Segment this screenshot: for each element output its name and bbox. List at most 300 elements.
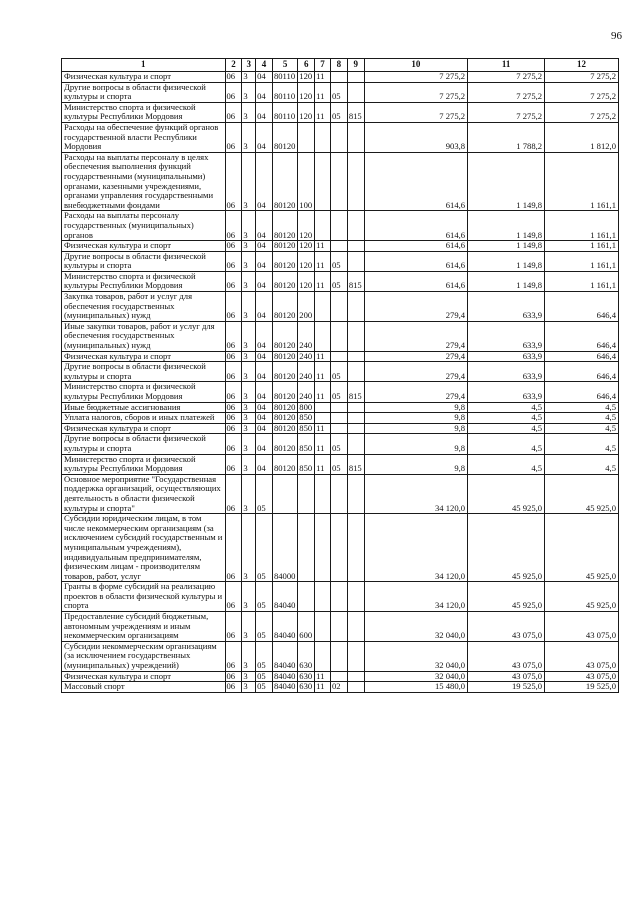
code-cell	[347, 612, 364, 642]
amount-cell: 4,5	[468, 413, 545, 424]
column-header: 5	[272, 59, 297, 72]
amount-cell: 43 075,0	[545, 641, 619, 671]
code-cell	[347, 72, 364, 83]
code-cell: 06	[225, 251, 242, 271]
code-cell: 04	[256, 351, 273, 362]
code-cell: 80110	[272, 72, 297, 83]
row-name: Министерство спорта и физической культуры Республики Мордовия	[62, 382, 226, 402]
amount-cell: 633,9	[468, 382, 545, 402]
code-cell: 06	[225, 102, 242, 122]
table-row	[62, 434, 619, 454]
row-name: Расходы на выплаты персоналу государственных (муниципальных) органов	[62, 211, 226, 241]
code-cell	[330, 474, 347, 513]
column-header: 3	[242, 59, 256, 72]
code-cell: 04	[256, 271, 273, 291]
code-cell: 120	[298, 271, 315, 291]
code-cell: 06	[225, 423, 242, 434]
code-cell: 06	[225, 454, 242, 474]
amount-cell: 43 075,0	[468, 671, 545, 682]
column-header: 1	[62, 59, 226, 72]
table-row	[62, 382, 619, 402]
amount-cell: 7 275,2	[364, 72, 467, 83]
code-cell: 11	[315, 82, 331, 102]
code-cell	[298, 122, 315, 152]
code-cell: 05	[330, 434, 347, 454]
column-header: 7	[315, 59, 331, 72]
table-row	[62, 321, 619, 351]
code-cell	[315, 211, 331, 241]
code-cell	[347, 514, 364, 582]
code-cell	[315, 152, 331, 211]
code-cell: 850	[298, 423, 315, 434]
amount-cell: 279,4	[364, 351, 467, 362]
row-name: Другие вопросы в области физической культуры и спорта	[62, 251, 226, 271]
code-cell: 240	[298, 351, 315, 362]
code-cell: 240	[298, 362, 315, 382]
amount-cell: 7 275,2	[364, 102, 467, 122]
code-cell: 80120	[272, 152, 297, 211]
row-name: Расходы на обеспечение функций органов государственной власти Республики Мордовия	[62, 122, 226, 152]
code-cell: 06	[225, 351, 242, 362]
code-cell	[330, 211, 347, 241]
code-cell: 06	[225, 582, 242, 612]
code-cell: 06	[225, 362, 242, 382]
code-cell: 84000	[272, 514, 297, 582]
code-cell: 3	[242, 682, 256, 693]
column-header: 8	[330, 59, 347, 72]
code-cell	[347, 641, 364, 671]
code-cell: 80120	[272, 413, 297, 424]
row-name: Иные закупки товаров, работ и услуг для обеспечения государственных (муниципальных) нужд	[62, 321, 226, 351]
code-cell	[315, 122, 331, 152]
column-header: 4	[256, 59, 273, 72]
code-cell	[330, 241, 347, 252]
table-row	[62, 423, 619, 434]
code-cell: 05	[330, 251, 347, 271]
code-cell	[330, 292, 347, 322]
code-cell: 3	[242, 671, 256, 682]
amount-cell: 646,4	[545, 292, 619, 322]
code-cell: 06	[225, 641, 242, 671]
amount-cell: 32 040,0	[364, 641, 467, 671]
amount-cell: 7 275,2	[468, 82, 545, 102]
code-cell: 850	[298, 454, 315, 474]
code-cell	[330, 582, 347, 612]
code-cell	[315, 582, 331, 612]
amount-cell: 4,5	[545, 423, 619, 434]
row-name: Физическая культура и спорт	[62, 351, 226, 362]
code-cell: 3	[242, 211, 256, 241]
table-row	[62, 514, 619, 582]
code-cell: 05	[256, 474, 273, 513]
table-row	[62, 362, 619, 382]
code-cell	[330, 423, 347, 434]
code-cell: 06	[225, 612, 242, 642]
amount-cell: 4,5	[468, 454, 545, 474]
amount-cell: 1 149,8	[468, 241, 545, 252]
code-cell: 80120	[272, 402, 297, 413]
amount-cell: 43 075,0	[468, 612, 545, 642]
code-cell: 04	[256, 241, 273, 252]
code-cell: 11	[315, 241, 331, 252]
code-cell: 80120	[272, 292, 297, 322]
amount-cell: 32 040,0	[364, 671, 467, 682]
code-cell: 05	[330, 454, 347, 474]
code-cell: 100	[298, 152, 315, 211]
code-cell: 11	[315, 682, 331, 693]
code-cell	[298, 474, 315, 513]
amount-cell: 633,9	[468, 292, 545, 322]
amount-cell: 7 275,2	[364, 82, 467, 102]
amount-cell: 614,6	[364, 241, 467, 252]
table-row	[62, 271, 619, 291]
code-cell: 04	[256, 454, 273, 474]
row-name: Закупка товаров, работ и услуг для обеспечения государственных (муниципальных) нужд	[62, 292, 226, 322]
amount-cell: 9,8	[364, 413, 467, 424]
code-cell: 11	[315, 362, 331, 382]
row-name: Другие вопросы в области физической культуры и спорта	[62, 362, 226, 382]
amount-cell: 614,6	[364, 152, 467, 211]
code-cell	[330, 152, 347, 211]
column-header: 6	[298, 59, 315, 72]
code-cell: 05	[330, 382, 347, 402]
code-cell	[347, 321, 364, 351]
code-cell	[315, 402, 331, 413]
code-cell	[330, 351, 347, 362]
header-row	[62, 59, 619, 72]
code-cell: 11	[315, 351, 331, 362]
amount-cell: 903,8	[364, 122, 467, 152]
code-cell: 04	[256, 72, 273, 83]
code-cell: 3	[242, 351, 256, 362]
code-cell: 06	[225, 292, 242, 322]
row-name: Министерство спорта и физической культуры Республики Мордовия	[62, 271, 226, 291]
code-cell: 600	[298, 612, 315, 642]
code-cell: 06	[225, 413, 242, 424]
code-cell	[347, 671, 364, 682]
amount-cell: 279,4	[364, 362, 467, 382]
amount-cell: 34 120,0	[364, 582, 467, 612]
amount-cell: 15 480,0	[364, 682, 467, 693]
code-cell: 04	[256, 122, 273, 152]
code-cell	[330, 321, 347, 351]
code-cell: 05	[330, 102, 347, 122]
code-cell: 05	[330, 271, 347, 291]
amount-cell: 279,4	[364, 292, 467, 322]
amount-cell: 34 120,0	[364, 514, 467, 582]
code-cell: 120	[298, 72, 315, 83]
amount-cell: 7 275,2	[468, 102, 545, 122]
code-cell	[347, 211, 364, 241]
code-cell	[347, 402, 364, 413]
amount-cell: 1 161,1	[545, 152, 619, 211]
amount-cell: 633,9	[468, 351, 545, 362]
code-cell: 05	[330, 362, 347, 382]
row-name: Министерство спорта и физической культуры Республики Мордовия	[62, 454, 226, 474]
table-row	[62, 122, 619, 152]
code-cell: 06	[225, 241, 242, 252]
code-cell	[298, 514, 315, 582]
amount-cell: 7 275,2	[468, 72, 545, 83]
code-cell	[347, 82, 364, 102]
amount-cell: 646,4	[545, 321, 619, 351]
code-cell	[347, 423, 364, 434]
amount-cell: 633,9	[468, 321, 545, 351]
code-cell	[315, 514, 331, 582]
amount-cell: 1 149,8	[468, 211, 545, 241]
code-cell: 80120	[272, 434, 297, 454]
code-cell: 3	[242, 474, 256, 513]
amount-cell: 4,5	[545, 413, 619, 424]
code-cell: 3	[242, 382, 256, 402]
code-cell	[347, 434, 364, 454]
table-row	[62, 292, 619, 322]
code-cell: 80120	[272, 321, 297, 351]
amount-cell: 279,4	[364, 382, 467, 402]
row-name: Физическая культура и спорт	[62, 423, 226, 434]
code-cell: 05	[256, 582, 273, 612]
code-cell	[347, 474, 364, 513]
code-cell: 80120	[272, 122, 297, 152]
code-cell: 84040	[272, 641, 297, 671]
code-cell	[347, 122, 364, 152]
table-row	[62, 641, 619, 671]
code-cell: 06	[225, 152, 242, 211]
row-name: Предоставление субсидий бюджетным, автономным учреждениям и иным некоммерческим организациям	[62, 612, 226, 642]
code-cell: 3	[242, 423, 256, 434]
code-cell: 3	[242, 321, 256, 351]
amount-cell: 34 120,0	[364, 474, 467, 513]
code-cell	[315, 641, 331, 671]
row-name: Основное мероприятие "Государственная поддержка организаций, осуществляющих деятельность в области физической культуры и спорта"	[62, 474, 226, 513]
amount-cell: 1 812,0	[545, 122, 619, 152]
row-name: Министерство спорта и физической культуры Республики Мордовия	[62, 102, 226, 122]
table-row	[62, 612, 619, 642]
code-cell: 80120	[272, 271, 297, 291]
code-cell: 06	[225, 682, 242, 693]
amount-cell: 9,8	[364, 423, 467, 434]
amount-cell: 43 075,0	[468, 641, 545, 671]
code-cell: 630	[298, 641, 315, 671]
amount-cell: 4,5	[468, 402, 545, 413]
amount-cell: 633,9	[468, 362, 545, 382]
amount-cell: 32 040,0	[364, 612, 467, 642]
amount-cell: 7 275,2	[545, 102, 619, 122]
code-cell: 04	[256, 402, 273, 413]
row-name: Физическая культура и спорт	[62, 241, 226, 252]
code-cell: 850	[298, 434, 315, 454]
amount-cell: 4,5	[468, 434, 545, 454]
column-header: 11	[468, 59, 545, 72]
code-cell: 850	[298, 413, 315, 424]
code-cell: 120	[298, 82, 315, 102]
row-name: Гранты в форме субсидий на реализацию проектов в области физической культуры и спорта	[62, 582, 226, 612]
code-cell: 06	[225, 382, 242, 402]
amount-cell: 1 161,1	[545, 211, 619, 241]
code-cell: 04	[256, 82, 273, 102]
table-row	[62, 72, 619, 83]
code-cell: 630	[298, 671, 315, 682]
amount-cell: 45 925,0	[545, 474, 619, 513]
code-cell: 06	[225, 82, 242, 102]
amount-cell: 614,6	[364, 271, 467, 291]
code-cell: 3	[242, 402, 256, 413]
row-name: Другие вопросы в области физической культуры и спорта	[62, 82, 226, 102]
table-row	[62, 671, 619, 682]
code-cell: 04	[256, 211, 273, 241]
code-cell: 3	[242, 82, 256, 102]
column-header: 9	[347, 59, 364, 72]
code-cell: 80120	[272, 351, 297, 362]
code-cell: 3	[242, 72, 256, 83]
code-cell: 80120	[272, 362, 297, 382]
row-name: Другие вопросы в области физической культуры и спорта	[62, 434, 226, 454]
amount-cell: 4,5	[545, 434, 619, 454]
column-header: 10	[364, 59, 467, 72]
code-cell	[298, 582, 315, 612]
table-row	[62, 474, 619, 513]
code-cell: 02	[330, 682, 347, 693]
amount-cell: 45 925,0	[468, 582, 545, 612]
code-cell: 06	[225, 321, 242, 351]
amount-cell: 1 149,8	[468, 271, 545, 291]
code-cell: 200	[298, 292, 315, 322]
amount-cell: 9,8	[364, 434, 467, 454]
amount-cell: 1 149,8	[468, 251, 545, 271]
code-cell: 3	[242, 122, 256, 152]
code-cell	[347, 582, 364, 612]
amount-cell: 7 275,2	[545, 72, 619, 83]
table-row	[62, 413, 619, 424]
amount-cell: 279,4	[364, 321, 467, 351]
code-cell: 05	[256, 514, 273, 582]
code-cell	[330, 612, 347, 642]
code-cell: 815	[347, 271, 364, 291]
code-cell	[315, 292, 331, 322]
amount-cell: 45 925,0	[468, 474, 545, 513]
table-row	[62, 582, 619, 612]
table-row	[62, 454, 619, 474]
row-name: Физическая культура и спорт	[62, 72, 226, 83]
table-row	[62, 152, 619, 211]
code-cell: 11	[315, 454, 331, 474]
code-cell: 84040	[272, 582, 297, 612]
amount-cell: 646,4	[545, 382, 619, 402]
code-cell	[347, 152, 364, 211]
code-cell	[315, 413, 331, 424]
code-cell	[347, 251, 364, 271]
row-name: Иные бюджетные ассигнования	[62, 402, 226, 413]
table-row	[62, 241, 619, 252]
amount-cell: 45 925,0	[545, 582, 619, 612]
code-cell: 84040	[272, 671, 297, 682]
code-cell: 3	[242, 102, 256, 122]
code-cell: 11	[315, 72, 331, 83]
table-row	[62, 402, 619, 413]
budget-table	[61, 58, 619, 693]
code-cell	[315, 321, 331, 351]
amount-cell: 19 525,0	[468, 682, 545, 693]
code-cell: 80120	[272, 382, 297, 402]
code-cell: 05	[330, 82, 347, 102]
code-cell: 04	[256, 423, 273, 434]
code-cell: 06	[225, 402, 242, 413]
amount-cell: 45 925,0	[545, 514, 619, 582]
code-cell: 3	[242, 241, 256, 252]
code-cell: 80110	[272, 82, 297, 102]
code-cell: 3	[242, 612, 256, 642]
amount-cell: 646,4	[545, 362, 619, 382]
table-row	[62, 211, 619, 241]
code-cell: 04	[256, 321, 273, 351]
code-cell: 80120	[272, 241, 297, 252]
code-cell	[347, 413, 364, 424]
code-cell: 630	[298, 682, 315, 693]
code-cell: 06	[225, 474, 242, 513]
code-cell: 3	[242, 454, 256, 474]
table-row	[62, 351, 619, 362]
code-cell: 80120	[272, 454, 297, 474]
row-name: Массовый спорт	[62, 682, 226, 693]
code-cell: 3	[242, 251, 256, 271]
code-cell: 80120	[272, 251, 297, 271]
amount-cell: 19 525,0	[545, 682, 619, 693]
code-cell	[315, 612, 331, 642]
code-cell	[315, 474, 331, 513]
code-cell	[330, 122, 347, 152]
code-cell: 84040	[272, 612, 297, 642]
code-cell: 05	[256, 671, 273, 682]
amount-cell: 1 161,1	[545, 271, 619, 291]
code-cell: 3	[242, 434, 256, 454]
code-cell: 04	[256, 292, 273, 322]
code-cell: 120	[298, 211, 315, 241]
code-cell: 11	[315, 671, 331, 682]
amount-cell: 9,8	[364, 402, 467, 413]
code-cell	[347, 292, 364, 322]
code-cell: 80110	[272, 102, 297, 122]
amount-cell: 9,8	[364, 454, 467, 474]
code-cell: 04	[256, 251, 273, 271]
code-cell: 120	[298, 102, 315, 122]
table-row	[62, 251, 619, 271]
code-cell	[347, 351, 364, 362]
code-cell	[330, 671, 347, 682]
code-cell: 3	[242, 582, 256, 612]
code-cell: 04	[256, 362, 273, 382]
code-cell: 3	[242, 292, 256, 322]
code-cell	[272, 474, 297, 513]
amount-cell: 45 925,0	[468, 514, 545, 582]
code-cell: 80120	[272, 211, 297, 241]
code-cell: 11	[315, 434, 331, 454]
code-cell: 11	[315, 423, 331, 434]
code-cell	[330, 72, 347, 83]
code-cell: 815	[347, 102, 364, 122]
code-cell: 04	[256, 434, 273, 454]
table-row	[62, 82, 619, 102]
code-cell: 815	[347, 382, 364, 402]
code-cell: 06	[225, 122, 242, 152]
page-number: 96	[611, 30, 622, 42]
amount-cell: 43 075,0	[545, 671, 619, 682]
amount-cell: 4,5	[545, 454, 619, 474]
code-cell: 04	[256, 102, 273, 122]
code-cell: 3	[242, 413, 256, 424]
code-cell: 06	[225, 271, 242, 291]
table-row	[62, 682, 619, 693]
amount-cell: 1 161,1	[545, 251, 619, 271]
